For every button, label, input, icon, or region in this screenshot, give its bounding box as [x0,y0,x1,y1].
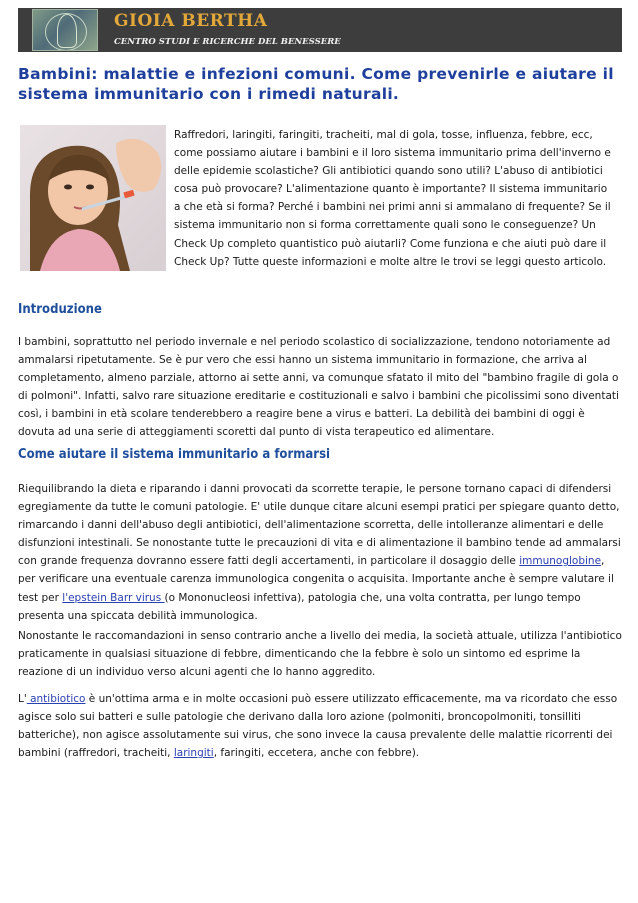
immune-p3-text-a: L' [18,693,27,705]
article-title: Bambini: malattie e infezioni comuni. Come prevenirle e aiutare il sistema immunitario con i rimedi naturali. [18,65,614,103]
child-with-thermometer-illustration [20,125,166,271]
immune-paragraph-3 [18,690,622,762]
immune-p3-text-c: , faringiti, eccetera, anche con febbre). [213,747,420,760]
immune-paragraph-2: Nonostante le raccomandazioni in senso contrario anche a livello dei media, la società attuale, utilizza l'antibiotico praticamente in qualsiasi situazione di febbre, dimenticando che la febbre è solo un sintomo ed esprime la reazione di un individuo verso alcuni agenti che lo hanno aggredito. [18,630,622,679]
intro-paragraph: I bambini, soprattutto nel periodo invernale e nel periodo scolastico di socializzazione, tendono notoriamente ad ammalarsi ripetutamente. Se è pur vero che essi hanno un sistema immunitario in formazione, che arriva al completamento, almeno parziale, attorno ai sette anni, va comunque sfatato il mito del "bambino fragile di gola o di polmoni". Infatti, salvo rare situazione ereditarie e costituzionali e salvo i bambini che picolissimi sono diventati così, i bambini in età scolare tenderebbero a reagire bene a virus e batteri. La debilità dei bambini di oggi è dovuta ad una serie di atteggiamenti scoretti dal punto di vista terapeutico ed alimentare. [18,336,619,439]
epstein-barr-link[interactable]: l'epstein Barr virus [62,591,165,604]
immune-paragraph-1 [18,480,622,625]
hero-image-child-thermometer [20,125,166,271]
antibiotico-link[interactable]: antibiotico [26,693,86,705]
site-banner [18,8,622,52]
heading-sistema-immunitario: Come aiutare il sistema immunitario a formarsi [18,447,331,462]
site-subtitle: CENTRO STUDI E RICERCHE DEL BENESSERE [114,37,341,47]
immunoglobine-link[interactable]: immunoglobine [519,555,602,568]
laringiti-link[interactable]: laringiti [173,747,214,760]
article-intro: Raffredori, laringiti, faringiti, tracheiti, mal di gola, tosse, influenza, febbre, ecc, come possiamo aiutare i bambini e il loro sistema immunitario prima dell'inverno e delle epidemie scolastiche? Gli antibiotici quando sono utili? L'abuso di antibiotici cosa può provocare? L'alimentazione quanto è importante? Il sistema immunitario a che età si forma? Perché i bambini nei primi anni si ammalano di frequente? Se il sistema immunitario non si forma correttamente quali sono le conseguenze? Un Check Up completo quantistico può aiutarli? Come funziona e che aiuti può dare il Check Up? Tutte queste informazioni e molte altre le trovi se leggi questo articolo. [174,129,611,268]
site-title[interactable]: GIOIA BERTHA [114,11,268,31]
immune-p1-text-c: (o Mononucleosi infettiva), patologia che, una volta contratta, per lungo tempo presenta una spiccata debilità immunologica. [18,591,581,622]
heading-introduzione: Introduzione [18,302,102,317]
immune-p1-text-a: Riequilibrando la dieta e riparando i danni provocati da scorrette terapie, le persone tornano capaci di difendersi egregiamente da tutte le comuni patologie. E' utile dunque citare alcuni esempi pratici per spiegare quanto detto, rimarcando i danni dell'abuso degli antibiotici, dell'alimentazione scorretta, delle intolleranze alimentari e delle disfunzioni intestinali. Se nonostante tutte le precauzioni di vita e di alimentazione il bambino tende ad ammalarsi con grande frequenza dovranno essere fatti degli accertamenti, in particolare il dosaggio delle [18,483,621,568]
immune-p1-text-b: , per verificare una eventuale carenza immunologica congenita o acquisita. Importante anche è sempre valutare il test per [18,555,614,604]
logo-figure [57,14,77,48]
immune-p3-text-b: è un'ottima arma e in molte occasioni può essere utilizzato efficacemente, ma va ricordato che esso agisce solo sui batteri e sulle patologie che derivano dalla loro azione (polmoniti, broncopolmoniti, tonsilliti batteriche), non agisce assolutamente sui virus, che sono invece la causa prevalente delle malattie ricorrenti dei bambini (raffredori, tracheiti, [18,693,618,760]
site-logo[interactable] [32,9,98,51]
